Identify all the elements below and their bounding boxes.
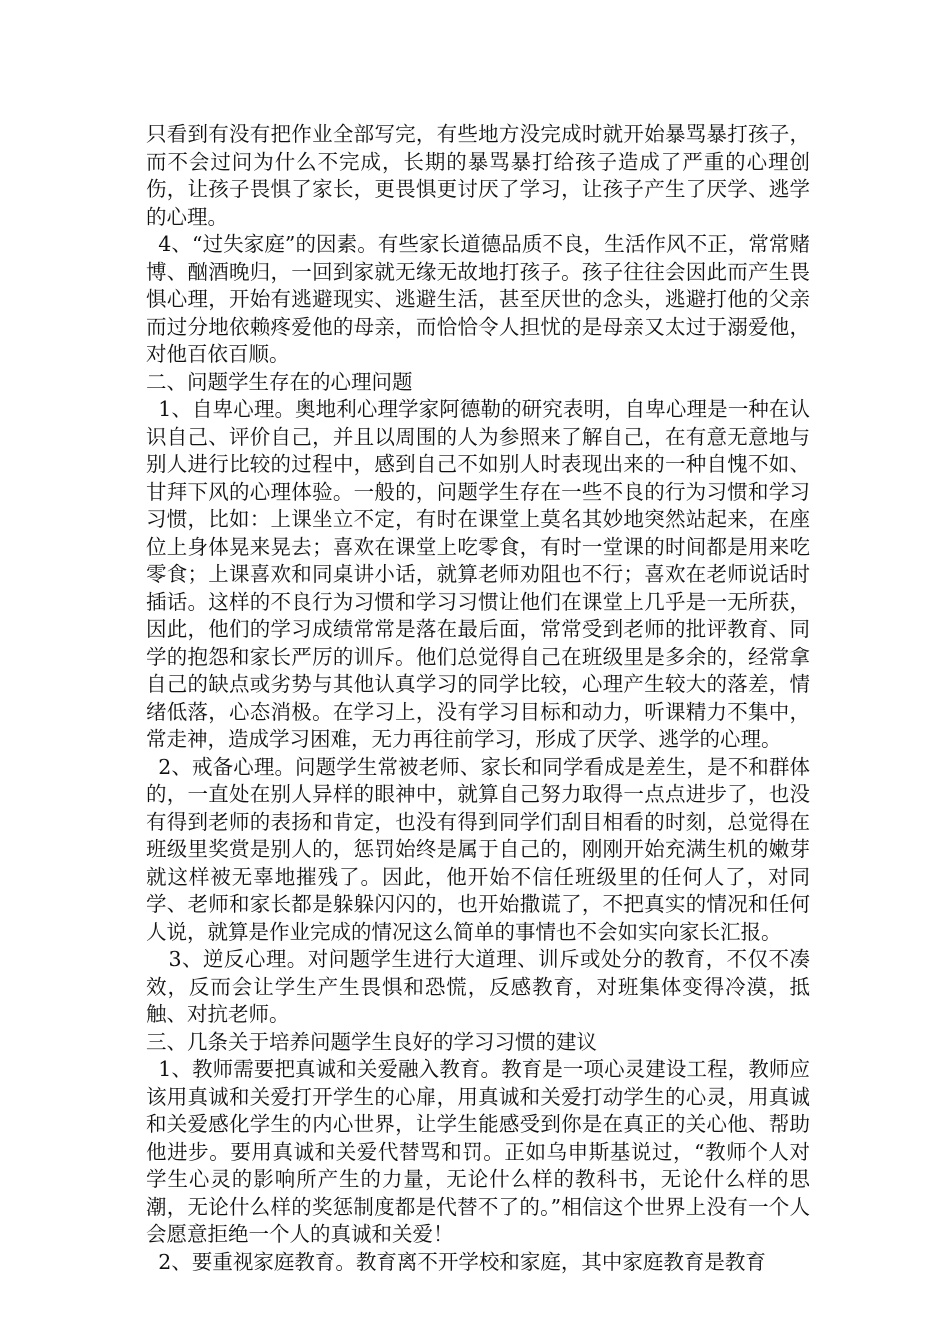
paragraph-guardedness: 2、戒备心理。问题学生常被老师、家长和同学看成是差生，是不和群体的，一直处在别人异样的眼神中，就算自己努力取得一点点进步了，也没有得到老师的表扬和肯定，也没有得到同学们刮目相看的时刻，总觉得在班级里奖赏是别人的，惩罚始终是属于自己的，刚刚开始充满生机的嫩芽就这样被无辜地摧残了。因此，他开始不信任班级里的任何人了，对同学、老师和家长都是躲躲闪闪的，也开始撒谎了，不把真实的情况和任何人说，就算是作业完成的情况这么简单的事情也不会如实向家长汇报。 bbox=[146, 754, 810, 944]
paragraph-family-education: 2、要重视家庭教育。教育离不开学校和家庭，其中家庭教育是教育 bbox=[158, 1249, 766, 1274]
paragraph-inferiority: 1、自卑心理。奥地利心理学家阿德勒的研究表明，自卑心理是一种在认识自己、评价自己，并且以周围的人为参照来了解自己，在有意无意地与别人进行比较的过程中，感到自己不如别人时表现出来的一种自愧不如、甘拜下风的心理体验。一般的，问题学生存在一些不良的行为习惯和学习习惯，比如：上课坐立不定，有时在课堂上莫名其妙地突然站起来，在座位上身体晃来晃去；喜欢在课堂上吃零食，有时一堂课的时间都是用来吃零食；上课喜欢和同桌讲小话，就算老师劝阻也不行；喜欢在老师说话时插话。这样的不良行为习惯和学习习惯让他们在课堂上几乎是一无所获，因此，他们的学习成绩常常是落在最后面，常常受到老师的批评教育、同学的抱怨和家长严厉的训斥。他们总觉得自己在班级里是多余的，经常拿自己的缺点或劣势与其他认真学习的同学比较，心理产生较大的落差，情绪低落，心态消极。在学习上，没有学习目标和动力，听课精力不集中，常走神，造成学习困难，无力再往前学习，形成了厌学、逃学的心理。 bbox=[146, 397, 810, 751]
section-heading-2: 二、问题学生存在的心理问题 bbox=[146, 369, 413, 394]
section-heading-3: 三、几条关于培养问题学生良好的学习习惯的建议 bbox=[146, 1029, 597, 1054]
document-body bbox=[146, 121, 810, 1276]
paragraph-continuation: 只看到有没有把作业全部写完，有些地方没完成时就开始暴骂暴打孩子，而不会过问为什么不完成，长期的暴骂暴打给孩子造成了严重的心理创伤，让孩子畏惧了家长，更畏惧更讨厌了学习，让孩子产生了厌学、逃学的心理。 bbox=[146, 122, 810, 229]
paragraph-sincerity-care: 1、教师需要把真诚和关爱融入教育。教育是一项心灵建设工程，教师应该用真诚和关爱打开学生的心扉，用真诚和关爱打动学生的心灵，用真诚和关爱感化学生的内心世界，让学生能感受到你是在真正的关心他、帮助他进步。要用真诚和关爱代替骂和罚。正如乌申斯基说过，“教师个人对学生心灵的影响所产生的力量，无论什么样的教科书，无论什么样的思潮，无论什么样的奖惩制度都是代替不了的。”相信这个世界上没有一个人会愿意拒绝一个人的真诚和关爱！ bbox=[146, 1057, 810, 1246]
paragraph-negligent-family: 4、“过失家庭”的因素。有些家长道德品质不良，生活作风不正，常常赌博、酗酒晚归，一回到家就无缘无故地打孩子。孩子往往会因此而产生畏惧心理，开始有逃避现实、逃避生活，甚至厌世的念头，逃避打他的父亲而过分地依赖疼爱他的母亲，而恰恰令人担忧的是母亲又太过于溺爱他，对他百依百顺。 bbox=[146, 232, 810, 366]
paragraph-rebellion: 3、逆反心理。对问题学生进行大道理、训斥或处分的教育，不仅不凑效，反而会让学生产生畏惧和恐慌，反感教育，对班集体变得冷漠，抵触、对抗老师。 bbox=[146, 947, 810, 1026]
